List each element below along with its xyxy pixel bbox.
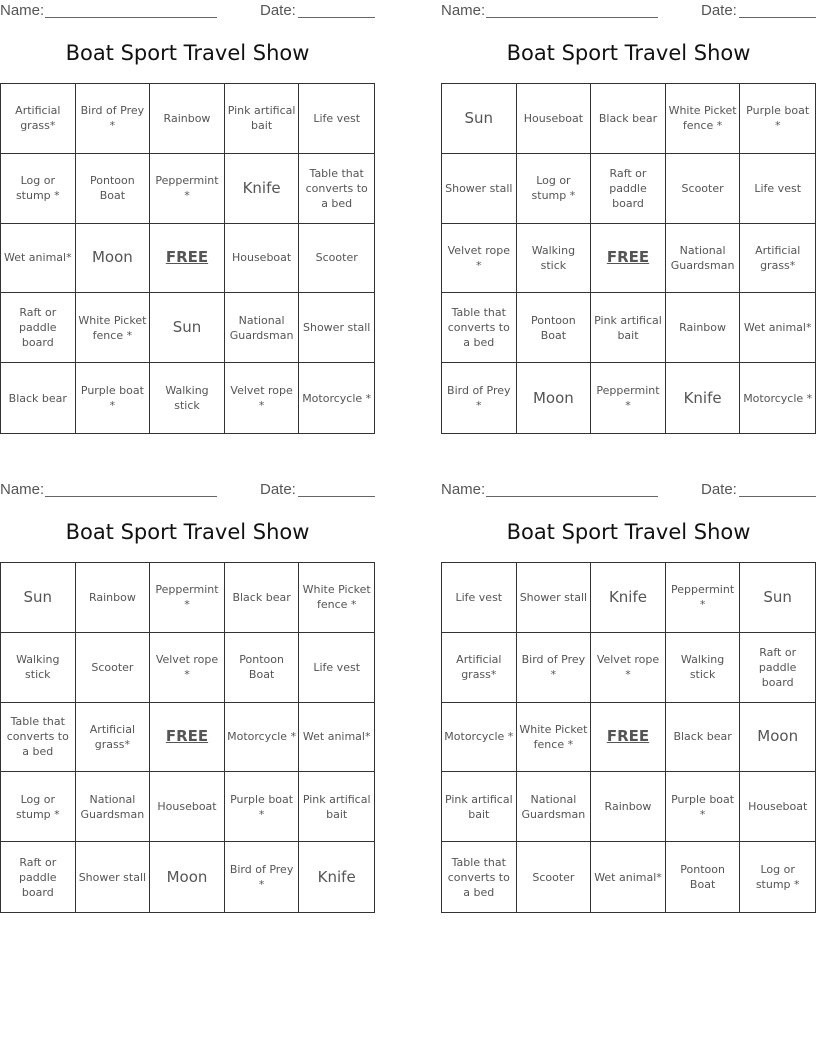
bingo-cell: Life vest bbox=[740, 154, 815, 224]
bingo-cell: Pink artifical bait bbox=[591, 293, 666, 363]
name-field-line[interactable] bbox=[45, 496, 217, 497]
bingo-cell: Pontoon Boat bbox=[76, 154, 151, 224]
bingo-cell: Knife bbox=[666, 363, 741, 433]
bingo-cell: National Guardsman bbox=[76, 772, 151, 842]
bingo-cell: Wet animal* bbox=[1, 224, 76, 294]
bingo-cell: Peppermint * bbox=[591, 363, 666, 433]
bingo-cell: Scooter bbox=[76, 633, 151, 703]
bingo-cell: Bird of Prey * bbox=[76, 84, 151, 154]
date-label: Date: bbox=[701, 481, 737, 498]
name-label: Name: bbox=[441, 2, 486, 19]
card-header-fields bbox=[0, 2, 375, 20]
name-field-line[interactable] bbox=[486, 496, 658, 497]
bingo-cell: Walking stick bbox=[517, 224, 592, 294]
card-title: Boat Sport Travel Show bbox=[506, 41, 751, 65]
bingo-cell: Rainbow bbox=[76, 563, 151, 633]
bingo-cell: Shower stall bbox=[299, 293, 374, 363]
bingo-cell: Life vest bbox=[299, 84, 374, 154]
bingo-cell: Black bear bbox=[1, 363, 76, 433]
bingo-cell: Moon bbox=[517, 363, 592, 433]
bingo-cell: Houseboat bbox=[740, 772, 815, 842]
bingo-cell: Velvet rope * bbox=[225, 363, 300, 433]
bingo-cell: Black bear bbox=[666, 703, 741, 773]
bingo-cell: Artificial grass* bbox=[1, 84, 76, 154]
bingo-cell: Pink artifical bait bbox=[442, 772, 517, 842]
bingo-cell: Wet animal* bbox=[591, 842, 666, 912]
bingo-cell: Shower stall bbox=[517, 563, 592, 633]
bingo-cell: Shower stall bbox=[76, 842, 151, 912]
bingo-cell: Velvet rope * bbox=[591, 633, 666, 703]
bingo-grid bbox=[0, 562, 375, 913]
bingo-cell: National Guardsman bbox=[666, 224, 741, 294]
bingo-cell: Log or stump * bbox=[517, 154, 592, 224]
bingo-cell: Bird of Prey * bbox=[442, 363, 517, 433]
bingo-cell: Raft or paddle board bbox=[1, 842, 76, 912]
bingo-cell: Motorcycle * bbox=[302, 391, 372, 405]
card-title: Boat Sport Travel Show bbox=[65, 520, 310, 544]
bingo-cell: White Picket fence * bbox=[299, 563, 374, 633]
bingo-cell: Pontoon Boat bbox=[666, 842, 741, 912]
date-field-line[interactable] bbox=[739, 496, 816, 497]
bingo-cell: Moon bbox=[150, 842, 225, 912]
bingo-cell: National Guardsman bbox=[517, 772, 592, 842]
bingo-cell: Log or stump * bbox=[1, 154, 76, 224]
bingo-cell: White Picket fence * bbox=[517, 703, 592, 773]
bingo-cell: Scooter bbox=[666, 154, 741, 224]
card-title: Boat Sport Travel Show bbox=[506, 520, 751, 544]
bingo-cell: Log or stump * bbox=[1, 772, 76, 842]
bingo-card bbox=[441, 0, 816, 440]
date-field-line[interactable] bbox=[298, 496, 375, 497]
bingo-cell: Artificial grass* bbox=[76, 703, 151, 773]
name-field-line[interactable] bbox=[45, 17, 217, 18]
bingo-cell: Table that converts to a bed bbox=[442, 293, 517, 363]
bingo-cell: Velvet rope * bbox=[150, 633, 225, 703]
bingo-cell: Knife bbox=[317, 867, 356, 886]
bingo-card bbox=[0, 0, 375, 440]
bingo-cell: Artificial grass* bbox=[442, 633, 517, 703]
bingo-cell: Table that converts to a bed bbox=[442, 842, 517, 912]
bingo-cell: Log or stump * bbox=[755, 863, 800, 892]
bingo-cell: Pontoon Boat bbox=[517, 293, 592, 363]
bingo-cell: Moon bbox=[76, 224, 151, 294]
bingo-cell: Walking stick bbox=[150, 363, 225, 433]
bingo-cell: Moon bbox=[740, 703, 815, 773]
bingo-card bbox=[441, 479, 816, 919]
card-title: Boat Sport Travel Show bbox=[65, 41, 310, 65]
bingo-cell: Purple boat * bbox=[666, 772, 741, 842]
bingo-grid bbox=[0, 83, 375, 434]
bingo-cell: National Guardsman bbox=[225, 293, 300, 363]
date-label: Date: bbox=[260, 481, 296, 498]
bingo-cell: Rainbow bbox=[666, 293, 741, 363]
bingo-cell: Pontoon Boat bbox=[225, 633, 300, 703]
name-label: Name: bbox=[441, 481, 486, 498]
bingo-grid bbox=[441, 83, 816, 434]
bingo-card bbox=[0, 479, 375, 919]
free-space-cell: FREE bbox=[591, 703, 666, 773]
bingo-cell: Houseboat bbox=[225, 224, 300, 294]
bingo-cell: Houseboat bbox=[150, 772, 225, 842]
bingo-cell: Wet animal* bbox=[299, 703, 374, 773]
name-label: Name: bbox=[0, 2, 45, 19]
bingo-cell: Sun bbox=[442, 84, 517, 154]
bingo-cell: Velvet rope * bbox=[442, 224, 517, 294]
bingo-cell: Pink artifical bait bbox=[225, 84, 300, 154]
bingo-cell: Table that converts to a bed bbox=[1, 703, 76, 773]
bingo-cell: Pink artifical bait bbox=[299, 772, 374, 842]
date-label: Date: bbox=[260, 2, 296, 19]
bingo-cell: Black bear bbox=[591, 84, 666, 154]
name-label: Name: bbox=[0, 481, 45, 498]
bingo-cell: Table that converts to a bed bbox=[299, 154, 374, 224]
card-header-fields bbox=[441, 2, 816, 20]
bingo-cell: Knife bbox=[225, 154, 300, 224]
bingo-cell: Sun bbox=[1, 563, 76, 633]
bingo-grid bbox=[441, 562, 816, 913]
bingo-cell: White Picket fence * bbox=[76, 293, 151, 363]
bingo-cell: Rainbow bbox=[591, 772, 666, 842]
date-label: Date: bbox=[701, 2, 737, 19]
bingo-cell: Sun bbox=[150, 293, 225, 363]
bingo-cell: Rainbow bbox=[150, 84, 225, 154]
bingo-cell: Wet animal* bbox=[740, 293, 815, 363]
bingo-cell: Houseboat bbox=[517, 84, 592, 154]
bingo-cell: Raft or paddle board bbox=[1, 293, 76, 363]
bingo-cell: Life vest bbox=[299, 633, 374, 703]
bingo-cell: Purple boat * bbox=[76, 363, 151, 433]
bingo-cell: Motorcycle * bbox=[442, 703, 517, 773]
bingo-cell: Scooter bbox=[299, 224, 374, 294]
bingo-cell: Purple boat * bbox=[225, 772, 300, 842]
bingo-cell: Walking stick bbox=[1, 633, 76, 703]
bingo-cell: Motorcycle * bbox=[743, 391, 813, 405]
bingo-cell: Walking stick bbox=[666, 633, 741, 703]
bingo-cell: Purple boat * bbox=[740, 84, 815, 154]
bingo-cell: Raft or paddle board bbox=[740, 633, 815, 703]
free-space-cell: FREE bbox=[150, 224, 225, 294]
bingo-cell: Motorcycle * bbox=[225, 703, 300, 773]
bingo-cell: Bird of Prey * bbox=[517, 633, 592, 703]
bingo-cell: Bird of Prey * bbox=[225, 842, 300, 912]
bingo-cell: Scooter bbox=[517, 842, 592, 912]
date-field-line[interactable] bbox=[298, 17, 375, 18]
bingo-cell: Peppermint * bbox=[150, 154, 225, 224]
bingo-cell: Shower stall bbox=[442, 154, 517, 224]
bingo-cell: Black bear bbox=[225, 563, 300, 633]
bingo-cell: Artificial grass* bbox=[740, 224, 815, 294]
card-header-fields bbox=[0, 481, 375, 499]
free-space-cell: FREE bbox=[150, 703, 225, 773]
bingo-cell: Sun bbox=[740, 563, 815, 633]
bingo-cell: Life vest bbox=[442, 563, 517, 633]
name-field-line[interactable] bbox=[486, 17, 658, 18]
bingo-cell: Knife bbox=[591, 563, 666, 633]
card-header-fields bbox=[441, 481, 816, 499]
bingo-cell: Raft or paddle board bbox=[591, 154, 666, 224]
free-space-cell: FREE bbox=[591, 224, 666, 294]
date-field-line[interactable] bbox=[739, 17, 816, 18]
bingo-cell: Peppermint * bbox=[150, 563, 225, 633]
bingo-cell: Peppermint * bbox=[666, 563, 741, 633]
bingo-cell: White Picket fence * bbox=[666, 84, 741, 154]
